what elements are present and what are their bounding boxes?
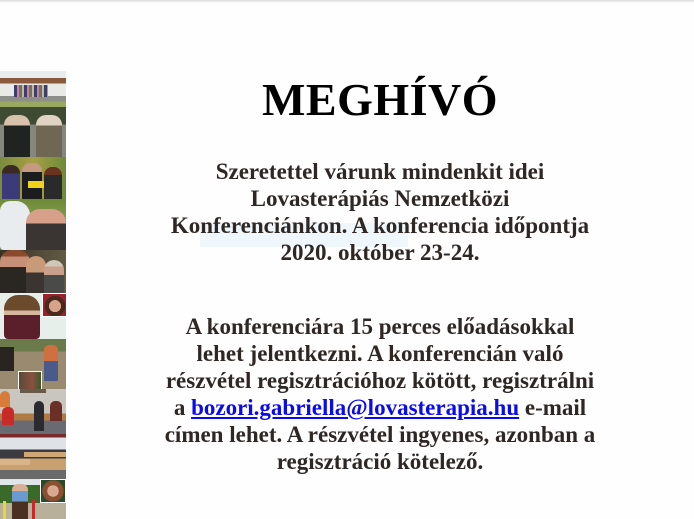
text-line: Szeretettel várunk mindenkit idei	[215, 159, 545, 184]
person	[50, 401, 62, 421]
two-men-photo	[0, 107, 66, 157]
text-line: A konferenciára 15 perces előadásokkal	[185, 314, 575, 339]
white-horse-and-man-photo	[0, 199, 66, 250]
jump-pole	[32, 499, 35, 519]
paddock-with-inset-photo	[0, 339, 66, 389]
horse	[0, 347, 14, 371]
woman-with-portrait-inset-photo	[0, 293, 66, 339]
portrait-inset	[40, 479, 66, 503]
yellow-paper	[28, 181, 44, 188]
email-line	[66, 394, 694, 421]
text-line: címen lehet. A részvétel ingyenes, azonban a	[164, 422, 596, 447]
person	[44, 167, 62, 199]
inset	[20, 389, 46, 393]
conference-room-photo	[0, 389, 66, 434]
rider-with-portrait-inset-photo	[0, 479, 66, 519]
person	[34, 401, 44, 431]
jump-pole	[3, 501, 6, 519]
building-group-photo	[0, 71, 66, 107]
person	[2, 407, 14, 425]
classroom-photo	[0, 434, 66, 479]
text-line: Lovasterápiás Nemzetközi	[250, 186, 510, 211]
text-fragment: e-mail	[519, 395, 587, 420]
portrait-inset	[42, 293, 66, 317]
top-edge-shadow	[0, 0, 694, 3]
photo-collage-strip	[0, 71, 66, 519]
person	[36, 115, 62, 157]
text-line: Konferenciánkon. A konferencia időpontja	[170, 213, 590, 238]
page-title: MEGHÍVÓ	[261, 74, 499, 125]
invitation-paragraph	[66, 158, 694, 266]
three-people-closeup-photo	[0, 250, 66, 293]
text-line: regisztráció kötelező.	[276, 449, 484, 474]
person	[44, 345, 58, 381]
person	[44, 260, 64, 293]
person	[26, 256, 46, 293]
person	[4, 295, 40, 339]
group-of-people	[14, 85, 48, 97]
person	[4, 115, 30, 157]
portrait-inset	[18, 371, 42, 389]
person	[2, 165, 20, 199]
email-link[interactable]: bozori.gabriella@lovasterapia.hu	[191, 395, 520, 420]
three-people-outdoor-photo	[0, 157, 66, 199]
table	[0, 459, 30, 465]
text-fragment: a	[173, 395, 192, 420]
text-line: lehet jelentkezni. A konferencián való	[196, 341, 564, 366]
registration-paragraph	[66, 313, 694, 475]
person	[26, 209, 66, 250]
text-line: részvétel regisztrációhoz kötött, regisztrálni	[165, 368, 595, 393]
window	[0, 391, 10, 407]
rider	[12, 484, 28, 519]
conference-date: 2020. október 23-24.	[280, 240, 480, 265]
table	[24, 452, 66, 457]
